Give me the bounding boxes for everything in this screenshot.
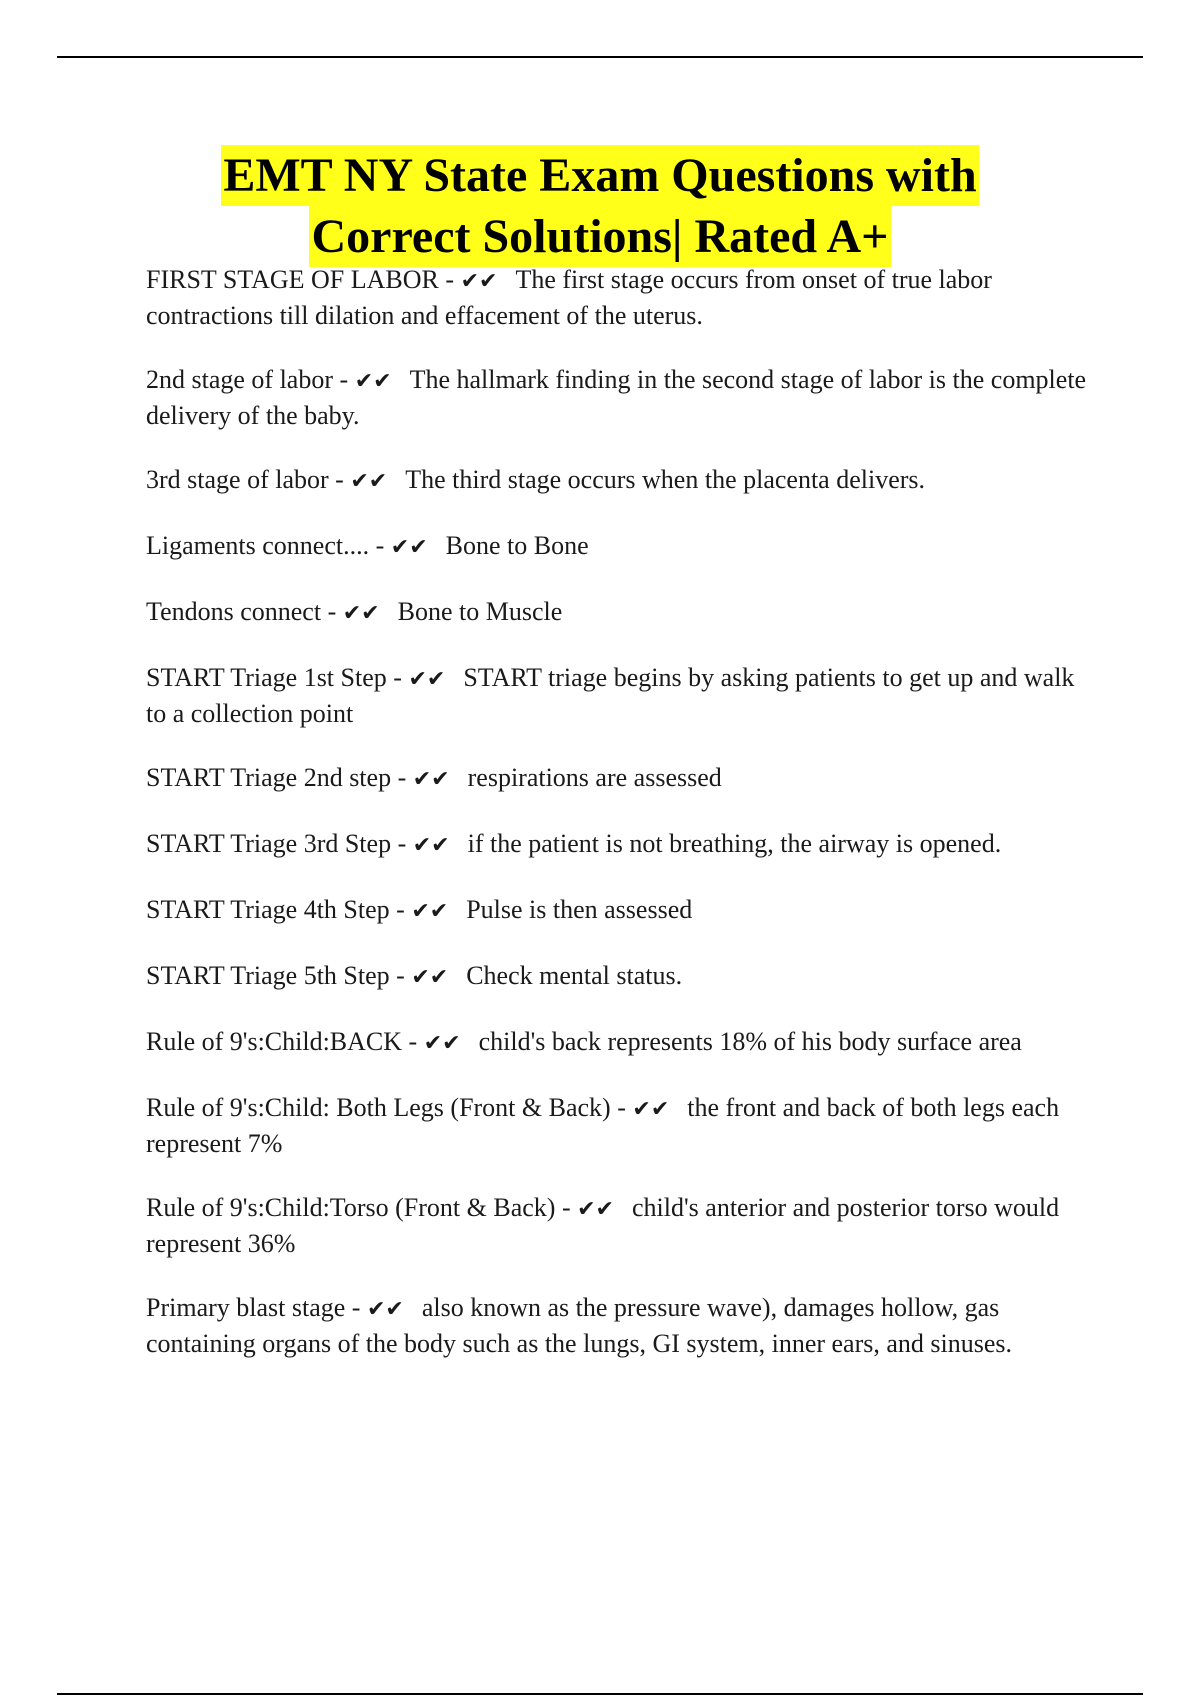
double-check-icon: ✔✔ [350,469,388,494]
qa-term: START Triage 3rd Step [146,829,392,858]
qa-term: START Triage 2nd step [146,763,392,792]
document-title [0,145,1200,267]
qa-answer: respirations are assessed [467,763,722,792]
qa-item [146,959,1101,995]
qa-term: 3rd stage of labor [146,465,329,494]
qa-term: Rule of 9's:Child: Both Legs (Front & Back) [146,1093,611,1122]
qa-term: START Triage 5th Step [146,961,390,990]
qa-item [146,827,1101,863]
qa-term: 2nd stage of labor [146,365,334,394]
qa-item [146,1191,1101,1261]
qa-separator: - [339,365,349,394]
qa-separator: - [445,265,455,294]
qa-answer: Bone to Muscle [397,597,563,626]
qa-item [146,1291,1101,1361]
qa-term: Tendons connect [146,597,322,626]
double-check-icon: ✔✔ [423,1031,461,1056]
bottom-divider [57,1693,1143,1695]
double-check-icon: ✔✔ [354,369,392,394]
double-check-icon: ✔✔ [408,667,446,692]
qa-term: Ligaments connect.... [146,531,370,560]
qa-term: START Triage 1st Step [146,663,387,692]
double-check-icon: ✔✔ [577,1197,614,1222]
double-check-icon: ✔✔ [412,767,450,792]
qa-separator: - [327,597,337,626]
title-line-2: Correct Solutions| Rated A+ [309,206,890,267]
double-check-icon: ✔✔ [632,1097,670,1122]
qa-item [146,661,1101,731]
qa-item [146,363,1101,433]
double-check-icon: ✔✔ [390,535,428,560]
qa-term: Rule of 9's:Child:BACK [146,1027,403,1056]
qa-separator: - [396,961,405,990]
qa-separator: - [397,763,407,792]
qa-term: Rule of 9's:Child:Torso (Front & Back) [146,1193,556,1222]
double-check-icon: ✔✔ [412,833,450,858]
qa-separator: - [335,465,344,494]
qa-separator: - [617,1093,626,1122]
qa-separator: - [393,663,402,692]
qa-answer: The third stage occurs when the placenta delivers. [405,465,926,494]
qa-separator: - [351,1293,361,1322]
qa-answer: The hallmark finding in the second stage of labor is the complete delivery of the baby. [146,365,1087,430]
top-divider [57,56,1143,58]
double-check-icon: ✔✔ [366,1297,404,1322]
qa-item [146,761,1101,797]
qa-item [146,263,1101,333]
qa-separator: - [375,531,385,560]
qa-answer: The first stage occurs from onset of true labor contractions till dilation and effacement of the uterus. [146,265,992,330]
qa-answer: child's anterior and posterior torso would represent 36% [146,1193,1060,1258]
qa-answer: the front and back of both legs each represent 7% [146,1093,1060,1158]
qa-item [146,1091,1101,1161]
qa-item [146,529,1101,565]
double-check-icon: ✔✔ [411,965,449,990]
double-check-icon: ✔✔ [411,899,449,924]
qa-item [146,463,1101,499]
qa-answer: START triage begins by asking patients to get up and walk to a collection point [146,663,1075,728]
qa-answer: child's back represents 18% of his body surface area [478,1027,1022,1056]
qa-term: FIRST STAGE OF LABOR [146,265,439,294]
qa-separator: - [396,895,405,924]
qa-separator: - [408,1027,418,1056]
title-line-1: EMT NY State Exam Questions with [221,145,978,206]
qa-answer: Check mental status. [466,961,683,990]
double-check-icon: ✔✔ [460,269,498,294]
qa-answer: Pulse is then assessed [466,895,693,924]
qa-term: Primary blast stage [146,1293,346,1322]
qa-answer: Bone to Bone [445,531,589,560]
double-check-icon: ✔✔ [342,601,380,626]
qa-separator: - [561,1193,571,1222]
qa-item [146,1025,1101,1061]
qa-separator: - [397,829,407,858]
qa-item [146,893,1101,929]
qa-list [146,263,1101,1391]
qa-item [146,595,1101,631]
qa-answer: also known as the pressure wave), damages hollow, gas containing organs of the body such as the lungs, GI system, inner ears, and sinuses. [146,1293,1013,1358]
qa-answer: if the patient is not breathing, the airway is opened. [467,829,1002,858]
qa-term: START Triage 4th Step [146,895,390,924]
